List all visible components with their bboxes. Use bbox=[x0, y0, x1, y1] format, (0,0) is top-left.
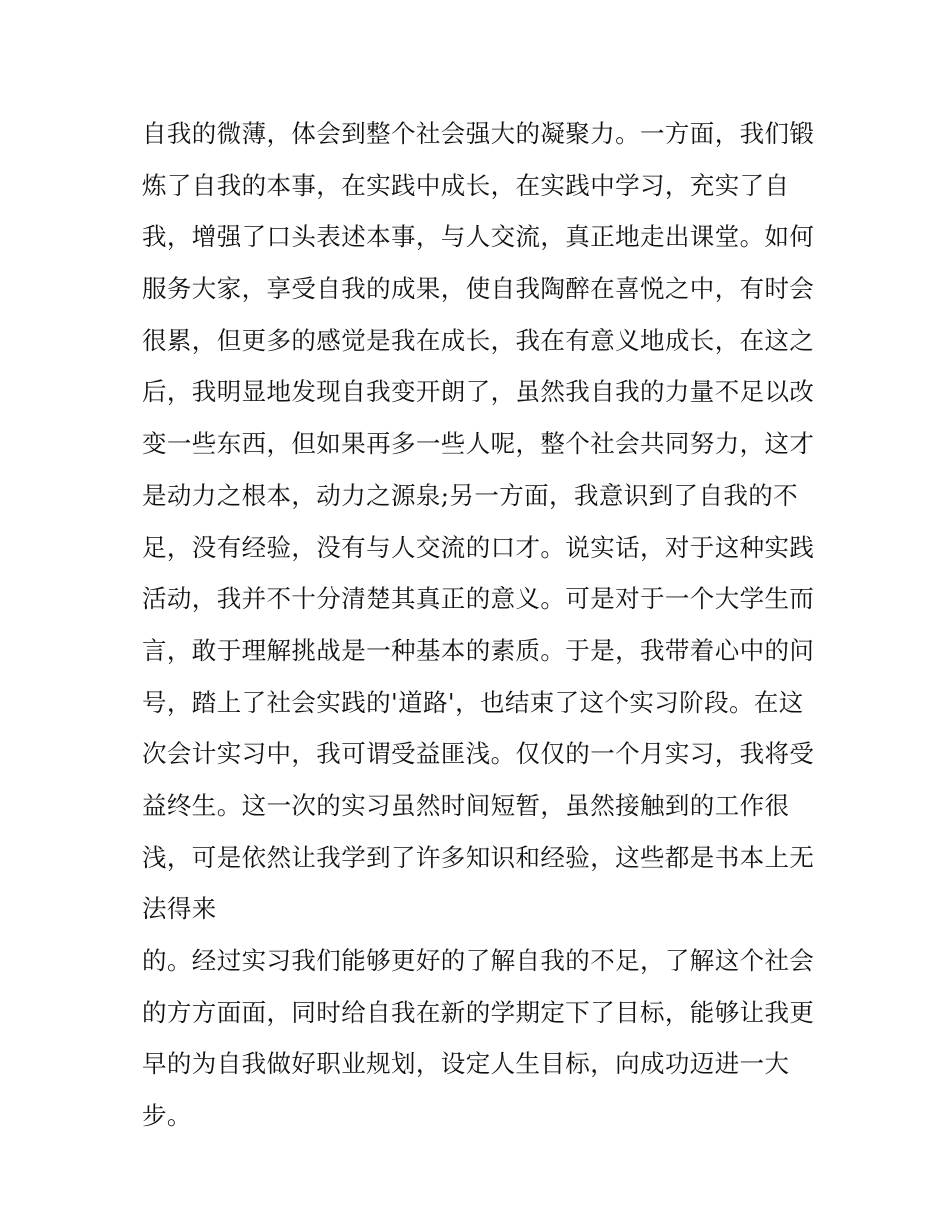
text-line: 是动力之根本，动力之源泉;另一方面，我意识到了自我的不 bbox=[142, 480, 799, 510]
text-line: 的方方面面，同时给自我在新的学期定下了目标，能够让我更 bbox=[142, 997, 815, 1027]
text-line: 法得来 bbox=[142, 894, 217, 924]
text-line: 活动，我并不十分清楚其真正的意义。可是对于一个大学生而 bbox=[142, 584, 815, 614]
text-line: 炼了自我的本事，在实践中成长，在实践中学习，充实了自 bbox=[142, 170, 790, 200]
text-line: 足，没有经验，没有与人交流的口才。说实话，对于这种实践 bbox=[142, 532, 815, 562]
text-line: 言，敢于理解挑战是一种基本的素质。于是，我带着心中的问 bbox=[142, 635, 815, 665]
text-line: 次会计实习中，我可谓受益匪浅。仅仅的一个月实习，我将受 bbox=[142, 739, 815, 769]
text-line: 浅，可是依然让我学到了许多知识和经验，这些都是书本上无 bbox=[142, 842, 815, 872]
text-line: 后，我明显地发现自我变开朗了，虽然我自我的力量不足以改 bbox=[142, 377, 815, 407]
text-line: 我，增强了口头表述本事，与人交流，真正地走出课堂。如何 bbox=[142, 222, 815, 252]
text-line: 变一些东西，但如果再多一些人呢，整个社会共同努力，这才 bbox=[142, 429, 815, 459]
text-line: 服务大家，享受自我的成果，使自我陶醉在喜悦之中，有时会 bbox=[142, 274, 815, 304]
text-line: 很累，但更多的感觉是我在成长，我在有意义地成长，在这之 bbox=[142, 325, 815, 355]
text-line: 早的为自我做好职业规划，设定人生目标，向成功迈进一大 bbox=[142, 1049, 790, 1079]
text-line: 的。经过实习我们能够更好的了解自我的不足，了解这个社会 bbox=[142, 946, 815, 975]
body-text bbox=[142, 108, 822, 1142]
text-line: 步。 bbox=[142, 1101, 192, 1131]
text-line: 自我的微薄，体会到整个社会强大的凝聚力。一方面，我们锻 bbox=[142, 119, 815, 148]
text-line: 号，踏上了社会实践的'道路'，也结束了这个实习阶段。在这 bbox=[142, 687, 804, 717]
text-line: 益终生。这一次的实习虽然时间短暂，虽然接触到的工作很 bbox=[142, 790, 790, 820]
